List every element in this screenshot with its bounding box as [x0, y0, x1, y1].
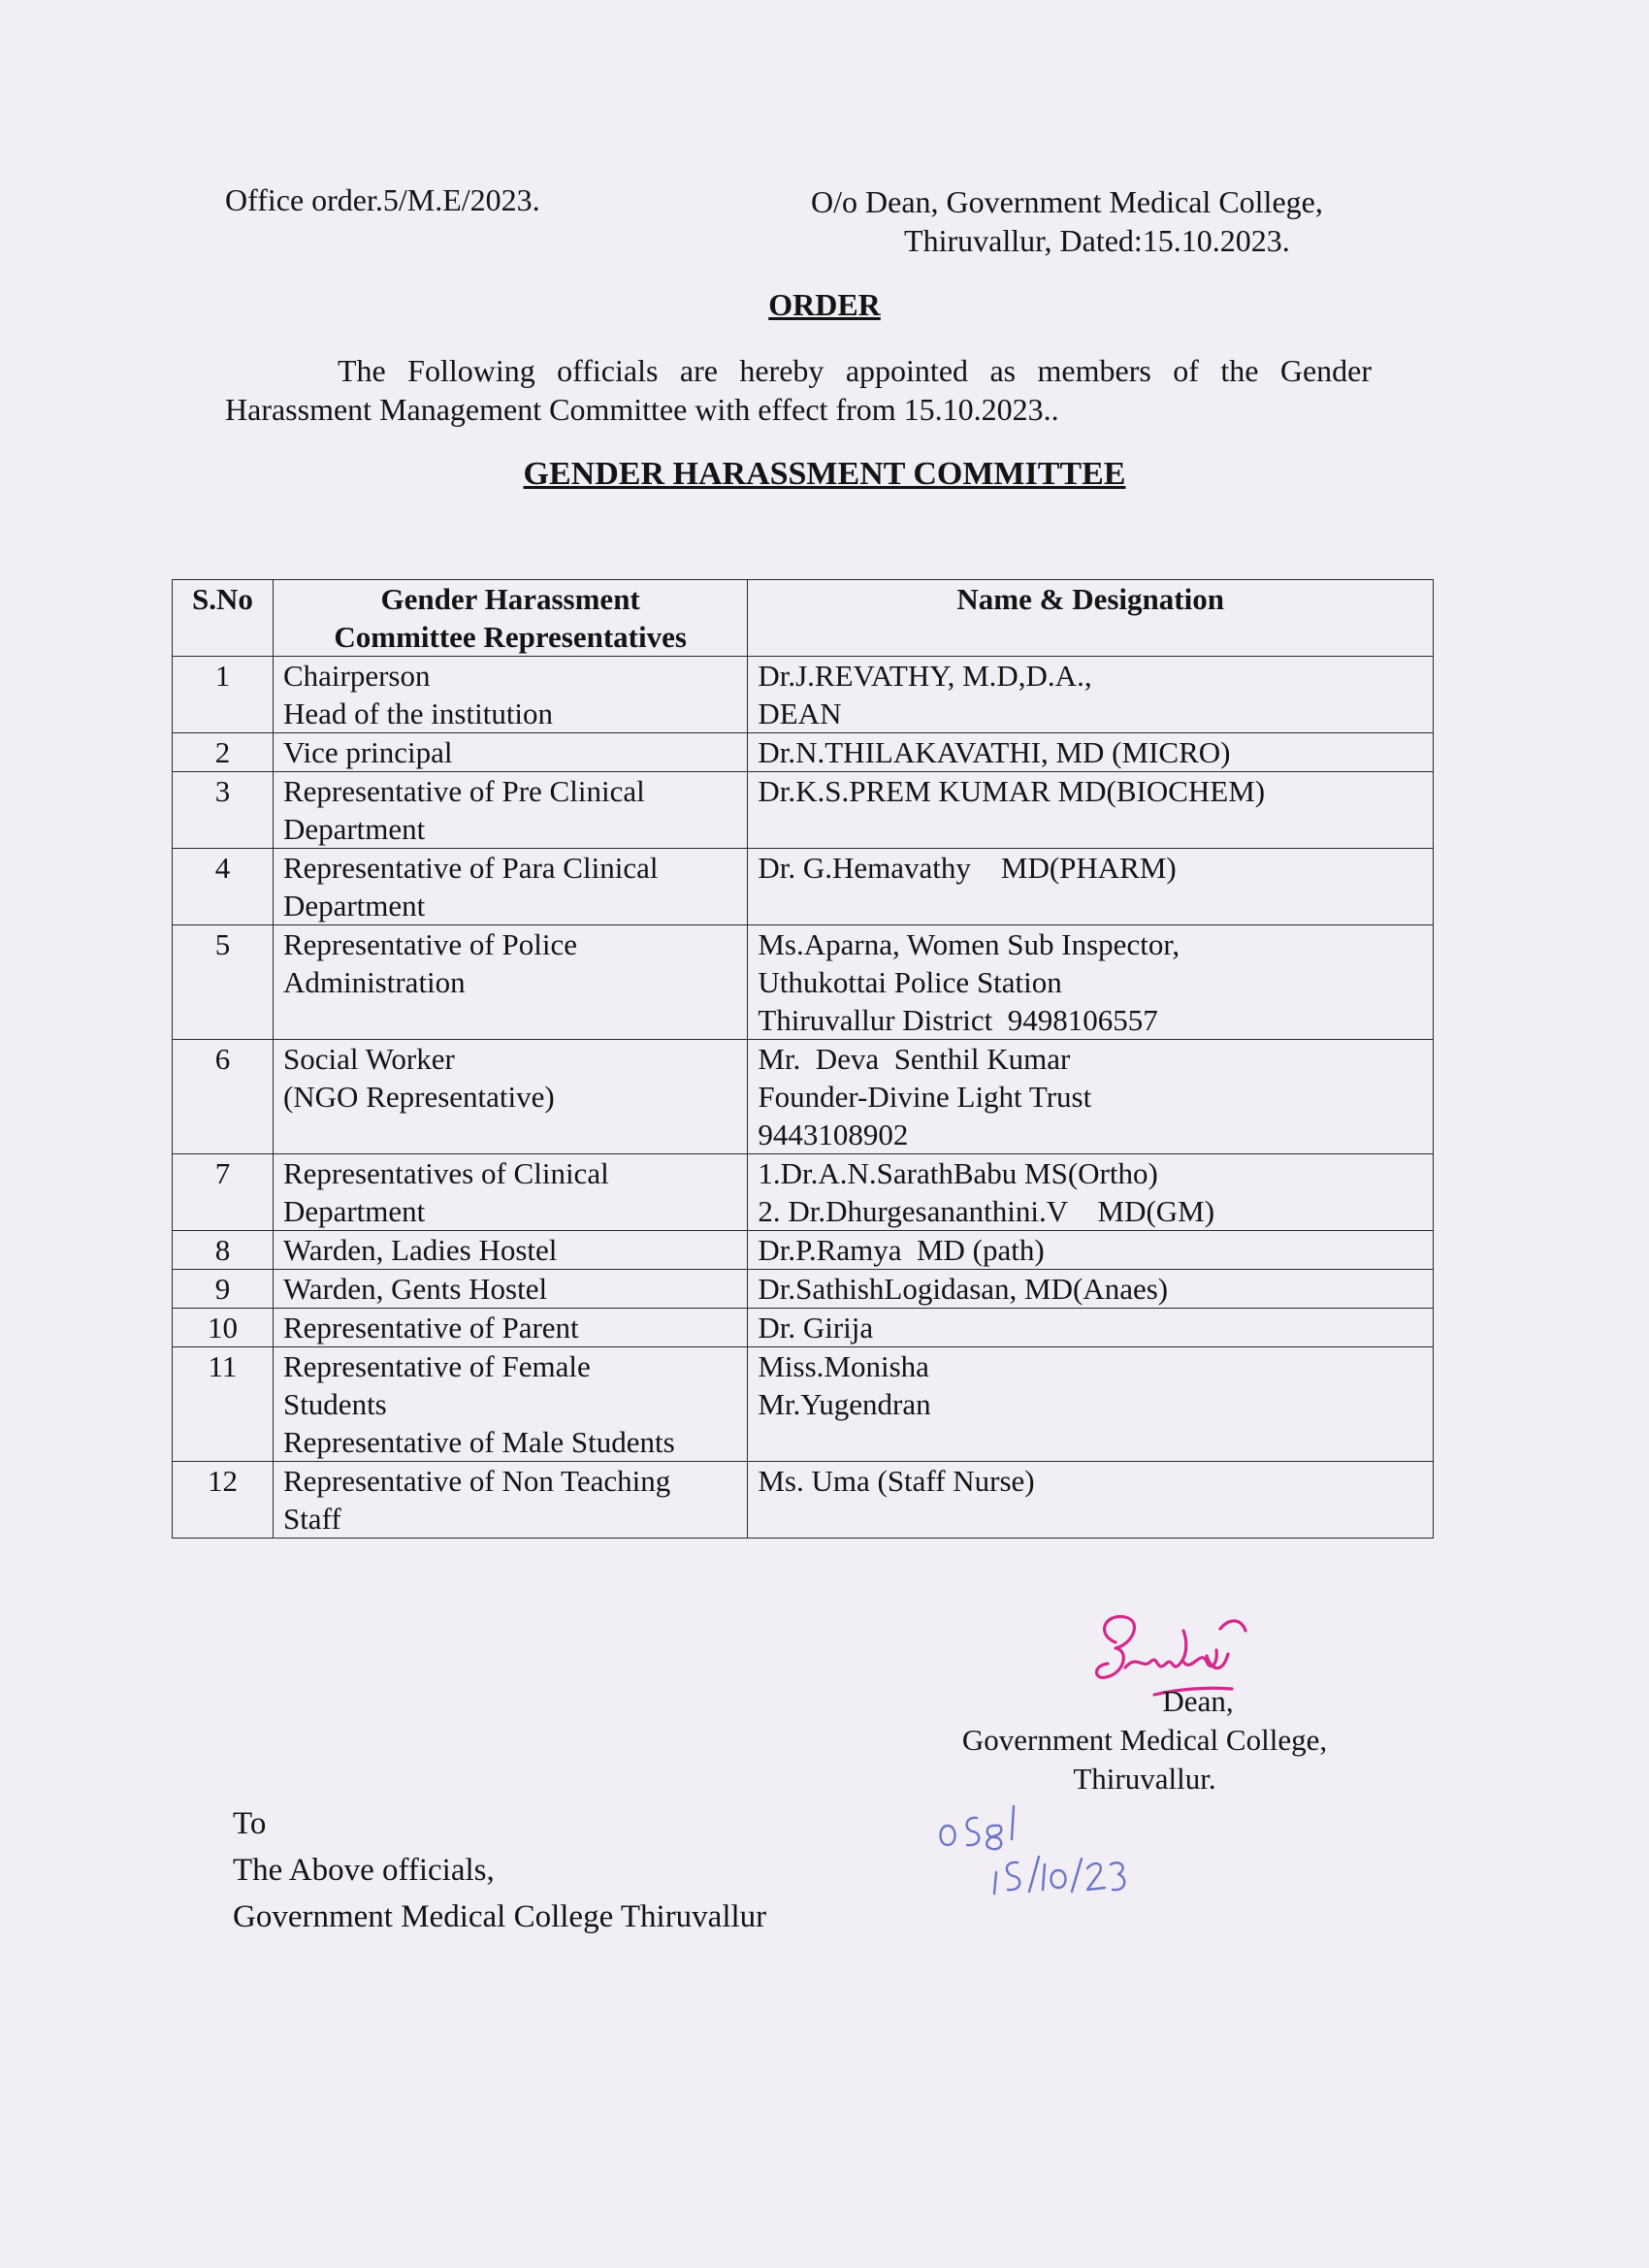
cell-representative [273, 849, 747, 925]
table-row [173, 1309, 1434, 1347]
representative-line: Staff [282, 1502, 341, 1536]
table-body [173, 657, 1434, 1539]
cell-sno: 3 [173, 772, 274, 849]
cell-sno: 2 [173, 733, 274, 772]
cell-name-designation [748, 733, 1434, 772]
cell-name-designation [748, 657, 1434, 733]
representative-line: Representative of Parent [282, 1311, 579, 1345]
name-line: Miss.Monisha [758, 1349, 929, 1383]
name-line: DEAN [758, 697, 842, 730]
cell-representative [273, 1231, 747, 1270]
cell-sno: 8 [173, 1231, 274, 1270]
intro-paragraph: The Following officials are hereby appointed as members of the Gender Harassment Management Committee with effect from 15.10.2023.. [225, 353, 1372, 427]
representative-line: Department [282, 1194, 426, 1228]
cell-representative [273, 925, 747, 1040]
signatory-block [873, 1682, 1416, 1798]
cell-name-designation [748, 1154, 1434, 1231]
cell-sno: 12 [173, 1462, 274, 1539]
representative-line: Chairperson [282, 659, 431, 693]
name-line: Uthukottai Police Station [758, 965, 1062, 999]
cell-representative [273, 657, 747, 733]
name-line: Founder-Divine Light Trust [758, 1080, 1092, 1114]
table-row [173, 1462, 1434, 1539]
representative-line: Representative of Female [282, 1349, 591, 1383]
name-line: Mr.Yugendran [758, 1387, 931, 1421]
cell-sno: 4 [173, 849, 274, 925]
cell-name-designation [748, 1462, 1434, 1539]
cell-sno: 11 [173, 1347, 274, 1462]
table-row [173, 657, 1434, 733]
table-row [173, 772, 1434, 849]
table-row [173, 1270, 1434, 1309]
representative-line: Department [282, 812, 426, 846]
cell-name-designation [748, 925, 1434, 1040]
representative-line: Administration [282, 965, 466, 999]
table-row [173, 1347, 1434, 1462]
representative-line: (NGO Representative) [282, 1080, 555, 1114]
cell-name-designation [748, 849, 1434, 925]
header-name-designation: Name & Designation [748, 580, 1434, 657]
table-row [173, 733, 1434, 772]
cell-sno: 9 [173, 1270, 274, 1309]
name-line: 1.Dr.A.N.SarathBabu MS(Ortho) [758, 1156, 1158, 1190]
cell-sno: 6 [173, 1040, 274, 1154]
representative-line: Representative of Police [282, 927, 577, 961]
representative-line: Students [282, 1387, 387, 1421]
name-line: Thiruvallur District 9498106557 [758, 1003, 1158, 1037]
name-line: Dr. Girija [758, 1311, 874, 1345]
header-rep-line-2: Committee Representatives [334, 620, 687, 654]
header-rep-line-1: Gender Harassment [380, 582, 640, 616]
table-row [173, 925, 1434, 1040]
recipient-block [233, 1800, 766, 1940]
cell-name-designation [748, 1231, 1434, 1270]
to-label: To [233, 1806, 267, 1841]
recipient-line-2: Government Medical College Thiruvallur [233, 1899, 767, 1934]
name-line: 9443108902 [758, 1118, 909, 1151]
office-address-date [811, 182, 1323, 260]
cell-representative [273, 1154, 747, 1231]
name-line: Mr. Deva Senthil Kumar [758, 1042, 1071, 1076]
name-line: Dr.K.S.PREM KUMAR MD(BIOCHEM) [758, 774, 1266, 808]
cell-representative [273, 1040, 747, 1154]
committee-table [172, 579, 1434, 1539]
cell-representative [273, 1270, 747, 1309]
cell-name-designation [748, 1309, 1434, 1347]
representative-line: Representative of Para Clinical [282, 851, 659, 885]
representative-line: Department [282, 889, 426, 923]
cell-representative [273, 772, 747, 849]
cell-representative [273, 733, 747, 772]
name-line: 2. Dr.Dhurgesananthini.V MD(GM) [758, 1194, 1215, 1228]
representative-line: Warden, Ladies Hostel [282, 1233, 558, 1267]
representative-line: Social Worker [282, 1042, 455, 1076]
cell-sno: 5 [173, 925, 274, 1040]
name-line: Ms. Uma (Staff Nurse) [758, 1464, 1035, 1498]
table-row [173, 1231, 1434, 1270]
cell-name-designation [748, 772, 1434, 849]
representative-line: Head of the institution [282, 697, 554, 730]
office-order-number: Office order.5/M.E/2023. [225, 182, 540, 217]
handwritten-annotation [936, 1797, 1130, 1903]
signatory-org: Government Medical College, [961, 1723, 1328, 1757]
order-title: ORDER [768, 287, 881, 322]
representative-line: Representatives of Clinical [282, 1156, 609, 1190]
office-line-2: Thiruvallur, Dated:15.10.2023. [904, 223, 1290, 258]
table-header-row [173, 580, 1434, 657]
name-line: Dr.J.REVATHY, M.D,D.A., [758, 659, 1092, 693]
cell-name-designation [748, 1040, 1434, 1154]
representative-line: Representative of Male Students [282, 1425, 675, 1459]
cell-sno: 10 [173, 1309, 274, 1347]
office-line-1: O/o Dean, Government Medical College, [811, 184, 1323, 219]
name-line: Dr.SathishLogidasan, MD(Anaes) [758, 1272, 1169, 1306]
representative-line: Representative of Pre Clinical [282, 774, 645, 808]
representative-line: Representative of Non Teaching [282, 1464, 671, 1498]
header-representatives [273, 580, 747, 657]
representative-line: Warden, Gents Hostel [282, 1272, 548, 1306]
cell-representative [273, 1309, 747, 1347]
recipient-line-1: The Above officials, [233, 1853, 495, 1888]
name-line: Dr.N.THILAKAVATHI, MD (MICRO) [758, 735, 1231, 769]
name-line: Dr.P.Ramya MD (path) [758, 1233, 1045, 1267]
cell-representative [273, 1462, 747, 1539]
table-row [173, 1040, 1434, 1154]
committee-title: GENDER HARASSMENT COMMITTEE [523, 456, 1126, 492]
header-sno: S.No [173, 580, 274, 657]
cell-sno: 1 [173, 657, 274, 733]
table-row [173, 849, 1434, 925]
signatory-place: Thiruvallur. [1073, 1762, 1216, 1796]
name-line: Dr. G.Hemavathy MD(PHARM) [758, 851, 1177, 885]
table-row [173, 1154, 1434, 1231]
cell-name-designation [748, 1347, 1434, 1462]
cell-name-designation [748, 1270, 1434, 1309]
signatory-title: Dean, [1162, 1684, 1234, 1718]
name-line: Ms.Aparna, Women Sub Inspector, [758, 927, 1180, 961]
representative-line: Vice principal [282, 735, 453, 769]
cell-sno: 7 [173, 1154, 274, 1231]
cell-representative [273, 1347, 747, 1462]
